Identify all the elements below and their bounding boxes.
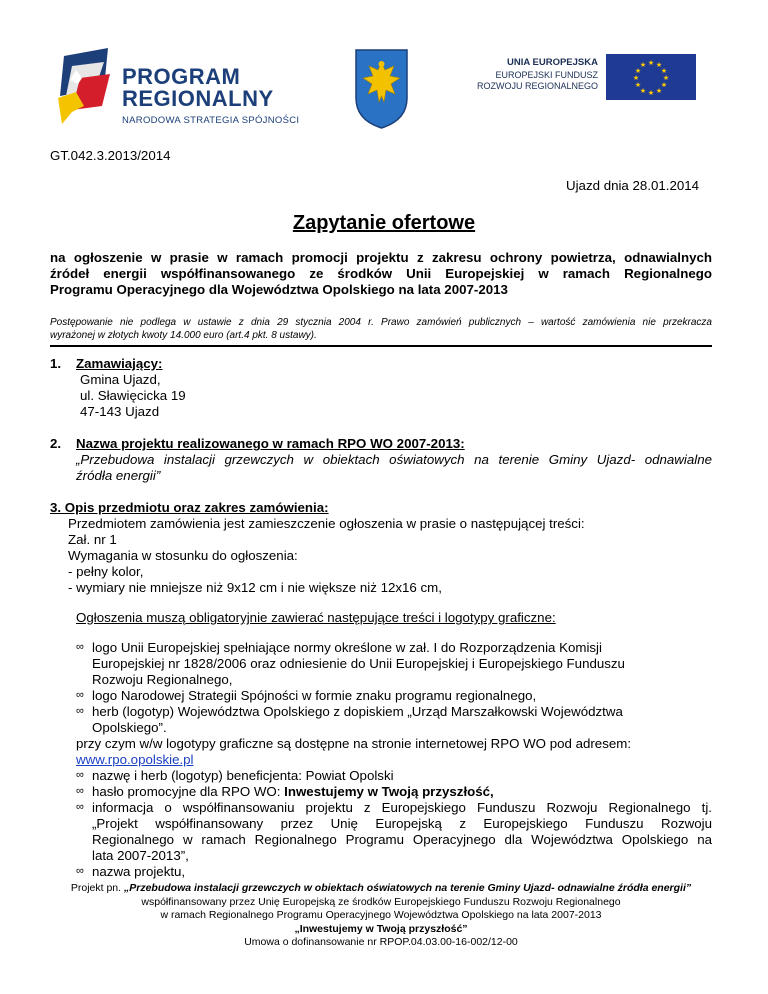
bullet-6-line-1: informacja o współfinansowaniu projektu z Europejskiego Funduszu Rozwoju Regionalnego tj. <box>92 800 712 815</box>
section-2-line-2: źródła energii” <box>76 468 161 483</box>
subject-line-2: źródeł energii współfinansowanego ze środków Unii Europejskiej w ramach Regionalnego <box>50 266 712 281</box>
bullet-icon: ∞ <box>76 689 84 701</box>
bullet-5-prefix: hasło promocyjne dla RPO WO: <box>92 784 285 799</box>
bullet-icon: ∞ <box>76 705 84 717</box>
bullet-1-line-1: logo Unii Europejskiej spełniające normy określone w zał. I do Rozporządzenia Komisji <box>92 640 602 655</box>
program-logo-flag-icon <box>58 48 120 126</box>
bullet-icon: ∞ <box>76 801 84 813</box>
bullet-6-line-2: „Projekt współfinansowany przez Unię Europejską z Europejskiego Funduszu Rozwoju <box>92 816 712 831</box>
svg-text:★: ★ <box>632 74 640 82</box>
page-title: Zapytanie ofertowe <box>292 212 476 234</box>
svg-text:★: ★ <box>647 89 655 97</box>
svg-text:★: ★ <box>647 59 655 67</box>
eu-flag-icon <box>606 54 696 100</box>
section-1-number: 1. <box>50 356 62 371</box>
divider <box>50 345 712 347</box>
bullet-4-line-1: nazwę i herb (logotyp) beneficjenta: Powiat Opolski <box>92 768 394 783</box>
program-logo-line2: REGIONALNY <box>122 86 274 111</box>
section-3-heading: 3. Opis przedmiotu oraz zakres zamówienia: <box>50 500 329 515</box>
subject-line-3: Programu Operacyjnego dla Województwa Opolskiego na lata 2007-2013 <box>50 282 508 297</box>
footer-prefix: Projekt pn. <box>70 882 124 894</box>
program-logo-line3: NARODOWA STRATEGIA SPÓJNOŚCI <box>122 115 300 126</box>
rpo-website-link[interactable]: www.rpo.opolskie.pl <box>76 752 194 767</box>
svg-text:★: ★ <box>662 74 670 82</box>
footer <box>50 882 712 950</box>
bullet-6-line-3: Regionalnego w ramach Regionalnego Programu Operacyjnego dla Województwa Opolskiego na <box>92 832 712 847</box>
svg-text:★: ★ <box>634 67 642 75</box>
eu-logo-line1: UNIA EUROPEJSKA <box>507 57 598 68</box>
svg-text:★: ★ <box>655 87 663 95</box>
section-3-line-3: Wymagania w stosunku do ogłoszenia: <box>68 548 298 563</box>
section-3-line-2: Zał. nr 1 <box>68 532 117 547</box>
bullet-3-line-1: herb (logotyp) Województwa Opolskiego z dopiskiem „Urząd Marszałkowski Województwa <box>92 704 623 719</box>
section-2-line-1: „Przebudowa instalacji grzewczych w obiektach oświatowych na terenie Gminy Ujazd- odnawialne <box>76 452 712 467</box>
section-1-heading: Zamawiający: <box>76 356 163 371</box>
logos-availability-text: przy czym w/w logotypy graficzne są dostępne na stronie internetowej RPO WO pod adresem: <box>76 736 632 751</box>
section-1-line-2: ul. Sławięcicka 19 <box>80 388 186 403</box>
section-2-heading: Nazwa projektu realizowanego w ramach RPO WO 2007-2013: <box>76 436 465 451</box>
footer-slogan: „Inwestujemy w Twoją przyszłość” <box>294 922 468 935</box>
document-reference: GT.042.3.2013/2014 <box>50 148 171 163</box>
section-2-number: 2. <box>50 436 62 451</box>
eu-logo-line2: EUROPEJSKI FUNDUSZ <box>495 70 598 80</box>
svg-text:★: ★ <box>655 61 663 69</box>
svg-text:★: ★ <box>660 67 668 75</box>
legal-note-line-2: wyrażonej w złotych kwoty 14.000 euro (art.4 pkt. 8 ustawy). <box>50 330 317 341</box>
footer-line-2: współfinansowany przez Unię Europejską ze środków Europejskiego Funduszu Rozwoju Regionalnego <box>141 895 621 908</box>
bullet-6-line-4: lata 2007-2013”, <box>92 848 189 863</box>
bullet-icon: ∞ <box>76 865 84 877</box>
bullet-7-line-1: nazwa projektu, <box>92 864 186 879</box>
svg-text:★: ★ <box>660 81 668 89</box>
section-3-line-4: - pełny kolor, <box>68 564 144 579</box>
program-logo-line1: PROGRAM <box>122 64 241 89</box>
svg-text:★: ★ <box>639 61 647 69</box>
footer-project-name: „Przebudowa instalacji grzewczych w obiektach oświatowych na terenie Gminy Ujazd- odnawialne źródła energii” <box>123 882 692 894</box>
mandatory-content-intro: Ogłoszenia muszą obligatoryjnie zawierać następujące treści i logotypy graficzne: <box>76 610 556 625</box>
legal-note-line-1: Postępowanie nie podlega w ustawie z dnia 29 stycznia 2004 r. Prawo zamówień publicznych – wartość zamówienia nie przekracza <box>50 317 712 328</box>
opolskie-crest-logo <box>354 48 409 130</box>
eu-logo-line3: ROZWOJU REGIONALNEGO <box>476 81 598 91</box>
bullet-1-line-2: Europejskiej nr 1828/2006 oraz odniesienie do Unii Europejskiej i Europejskiego Funduszu <box>92 656 625 671</box>
svg-text:★: ★ <box>634 81 642 89</box>
promotional-slogan: Inwestujemy w Twoją przyszłość, <box>284 784 494 799</box>
section-1-line-3: 47-143 Ujazd <box>80 404 160 419</box>
section-3-line-5: - wymiary nie mniejsze niż 9x12 cm i nie większe niż 12x16 cm, <box>68 580 442 595</box>
footer-line-3: w ramach Regionalnego Programu Operacyjnego Województwa Opolskiego na lata 2007-2013 <box>160 909 602 921</box>
section-3-line-1: Przedmiotem zamówienia jest zamieszczenie ogłoszenia w prasie o następującej treści: <box>68 516 585 531</box>
program-regionalny-logo <box>58 48 298 128</box>
bullet-5-line-1 <box>92 784 494 800</box>
bullet-2-line-1: logo Narodowej Strategii Spójności w formie znaku programu regionalnego, <box>92 688 537 703</box>
footer-line-1 <box>50 882 712 896</box>
bullet-3-line-2: Opolskiego”. <box>92 720 167 735</box>
bullet-1-line-3: Rozwoju Regionalnego, <box>92 672 233 687</box>
bullet-icon: ∞ <box>76 785 84 797</box>
bullet-icon: ∞ <box>76 641 84 653</box>
eu-logo <box>476 54 698 100</box>
section-1-line-1: Gmina Ujazd, <box>80 372 161 387</box>
eagle-crest-icon <box>354 48 409 130</box>
subject-line-1: na ogłoszenie w prasie w ramach promocji projektu z zakresu ochrony powietrza, odnawialnych <box>50 250 712 265</box>
footer-line-5: Umowa o dofinansowanie nr RPOP.04.03.00-16-002/12-00 <box>244 936 518 948</box>
svg-text:★: ★ <box>639 87 647 95</box>
document-date: Ujazd dnia 28.01.2014 <box>566 178 700 193</box>
bullet-icon: ∞ <box>76 769 84 781</box>
